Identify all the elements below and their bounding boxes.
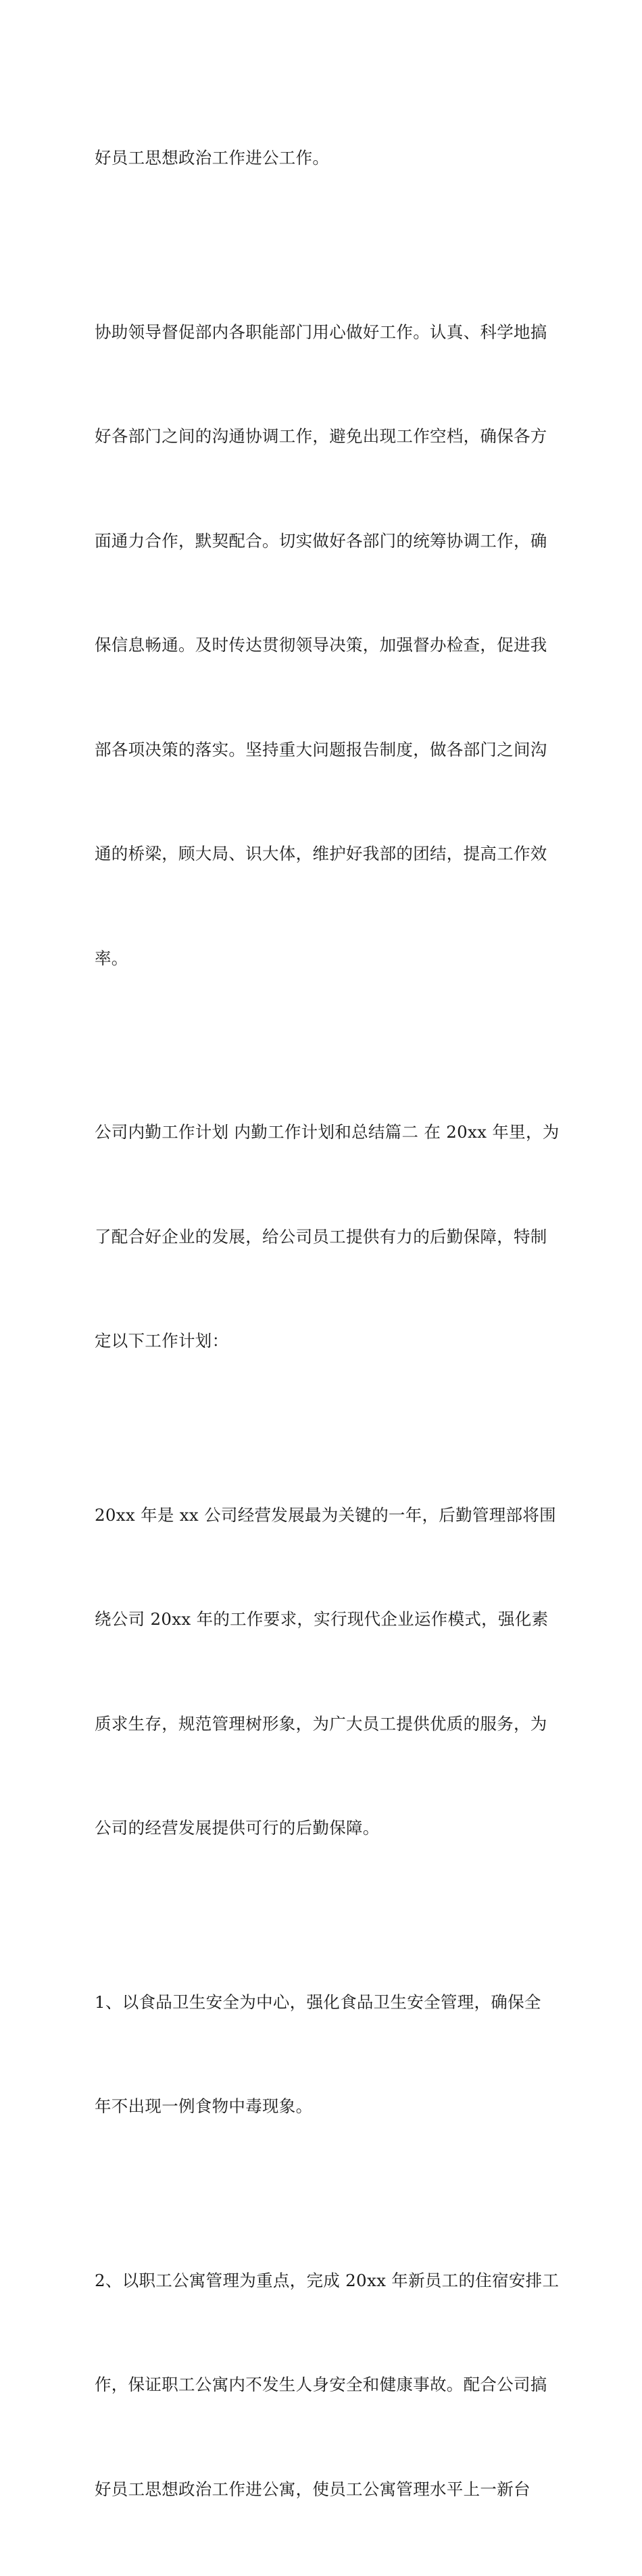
paragraph-6 [95, 2194, 554, 2576]
paragraph-2 [95, 245, 554, 1046]
text-line: 协助领导督促部内各职能部门用心做好工作。认真、科学地搞 [95, 315, 554, 350]
text-line: 公司内勤工作计划 内勤工作计划和总结篇二 在 20xx 年里，为 [95, 1115, 554, 1150]
text-line: 质求生存，规范管理树形象，为广大员工提供优质的服务，为 [95, 1707, 554, 1742]
text-line: 年不出现一例食物中毒现象。 [95, 2089, 554, 2124]
text-line: 绕公司 20xx 年的工作要求，实行现代企业运作模式，强化素 [95, 1602, 554, 1637]
text-line: 定以下工作计划： [95, 1323, 554, 1359]
text-line: 好员工思想政治工作进公工作。 [95, 141, 554, 176]
text-line: 2、以职工公寓管理为重点，完成 20xx 年新员工的住宿安排工 [95, 2263, 554, 2298]
paragraph-4 [95, 1428, 554, 1915]
text-line: 作，保证职工公寓内不发生人身安全和健康事故。配合公司搞 [95, 2367, 554, 2402]
text-line: 好各部门之间的沟通协调工作，避免出现工作空档，确保各方 [95, 419, 554, 454]
text-line: 部各项决策的落实。坚持重大问题报告制度，做各部门之间沟 [95, 732, 554, 767]
document-body [95, 71, 554, 2576]
paragraph-1 [95, 71, 554, 245]
text-line: 了配合好企业的发展，给公司员工提供有力的后勤保障，特制 [95, 1219, 554, 1255]
document-page [0, 0, 642, 830]
text-line: 通的桥梁，顾大局、识大体，维护好我部的团结，提高工作效 [95, 836, 554, 872]
text-line: 公司的经营发展提供可行的后勤保障。 [95, 1811, 554, 1846]
text-line: 1、以食品卫生安全为中心，强化食品卫生安全管理，确保全 [95, 1985, 554, 2020]
text-line: 面通力合作，默契配合。切实做好各部门的统筹协调工作，确 [95, 524, 554, 559]
text-line: 保信息畅通。及时传达贯彻领导决策，加强督办检查，促进我 [95, 628, 554, 663]
paragraph-5 [95, 1915, 554, 2194]
text-line: 率。 [95, 941, 554, 976]
text-line: 好员工思想政治工作进公寓，使员工公寓管理水平上一新台 [95, 2472, 554, 2507]
text-line: 20xx 年是 xx 公司经营发展最为关键的一年，后勤管理部将围 [95, 1498, 554, 1533]
paragraph-3 [95, 1045, 554, 1428]
